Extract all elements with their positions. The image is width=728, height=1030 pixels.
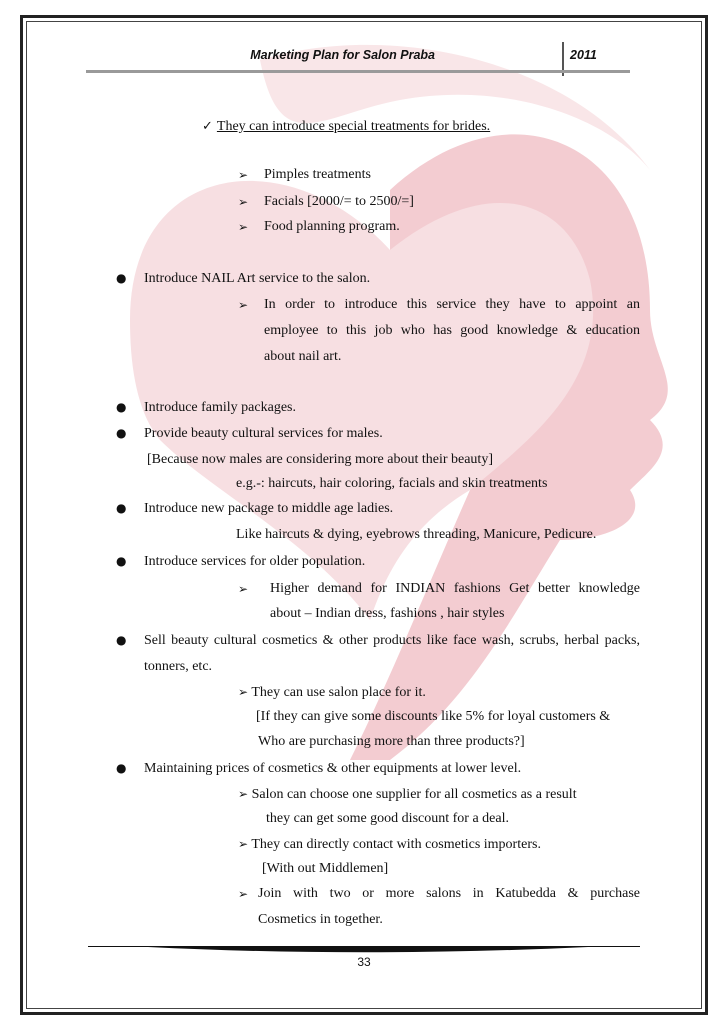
header-year: 2011 (570, 48, 597, 62)
page-number: 33 (357, 955, 371, 969)
list-item: ➢ Facials [2000/= to 2500/=] (238, 194, 414, 209)
arrow-bullet-icon: ➢ (238, 582, 249, 596)
list-item: ➢ Pimples treatments (238, 167, 371, 182)
bride-heading: ✓ They can introduce special treatments for brides. (202, 119, 491, 134)
arrow-bullet-icon: ➢ (238, 887, 249, 901)
cosmetics-main-line1: Sell beauty cultural cosmetics & other products like face wash, scrubs, herbal packs, (144, 633, 640, 648)
bullet-icon: ● (116, 633, 127, 647)
prices-sub2-line1: ➢ They can directly contact with cosmetics importers. (238, 837, 541, 852)
bullet-icon: ● (116, 426, 127, 440)
males-example: e.g.-: haircuts, hair coloring, facials and skin treatments (236, 476, 548, 491)
arrow-bullet-icon: ➢ (238, 298, 249, 312)
cosmetics-note-line1: [If they can give some discounts like 5% for loyal customers & (256, 709, 611, 724)
prices-main: Maintaining prices of cosmetics & other equipments at lower level. (144, 761, 522, 776)
cosmetics-sub: ➢ They can use salon place for it. (238, 685, 426, 700)
bullet-icon: ● (116, 761, 127, 775)
arrow-bullet-icon: ➢ (238, 685, 249, 699)
prices-sub3-line2: Cosmetics in together. (258, 912, 383, 927)
nail-main: Introduce NAIL Art service to the salon. (144, 271, 371, 286)
arrow-bullet-icon: ➢ (238, 837, 249, 851)
middle-age-detail: Like haircuts & dying, eyebrows threading, Manicure, Pedicure. (236, 527, 597, 542)
older-sub-line2: about – Indian dress, fashions , hair styles (270, 606, 505, 621)
prices-sub3-line1: Join with two or more salons in Katubedda & purchase (258, 886, 640, 901)
bullet-icon: ● (116, 501, 127, 515)
nail-sub-line3: about nail art. (264, 349, 342, 364)
arrow-bullet-icon: ➢ (238, 220, 249, 234)
cosmetics-main-line2: tonners, etc. (144, 659, 213, 674)
nail-sub-line1: In order to introduce this service they have to appoint an (264, 297, 640, 312)
prices-sub1-line1: ➢ Salon can choose one supplier for all cosmetics as a result (238, 787, 577, 802)
bullet-icon: ● (116, 271, 127, 285)
arrow-bullet-icon: ➢ (238, 195, 249, 209)
cosmetics-note-line2: Who are purchasing more than three products?] (258, 734, 525, 749)
header-title: Marketing Plan for Salon Praba (250, 48, 435, 62)
list-item: ➢ Food planning program. (238, 219, 400, 234)
bullet-icon: ● (116, 554, 127, 568)
arrow-bullet-icon: ➢ (238, 787, 249, 801)
older-main: Introduce services for older population. (144, 554, 366, 569)
prices-sub1-line2: they can get some good discount for a deal. (266, 811, 509, 826)
nail-sub-line2: employee to this job who has good knowledge & education (264, 323, 640, 338)
males-note: [Because now males are considering more about their beauty] (147, 452, 493, 467)
middle-age-main: Introduce new package to middle age ladies. (144, 501, 394, 516)
footer-rule (88, 940, 640, 954)
arrow-bullet-icon: ➢ (238, 168, 249, 182)
bullet-icon: ● (116, 400, 127, 414)
older-sub-line1: Higher demand for INDIAN fashions Get better knowledge (270, 581, 640, 596)
checkmark-icon: ✓ (202, 119, 213, 134)
prices-sub2-line2: [With out Middlemen] (262, 861, 389, 876)
family-main: Introduce family packages. (144, 400, 296, 415)
males-main: Provide beauty cultural services for males. (144, 426, 383, 441)
